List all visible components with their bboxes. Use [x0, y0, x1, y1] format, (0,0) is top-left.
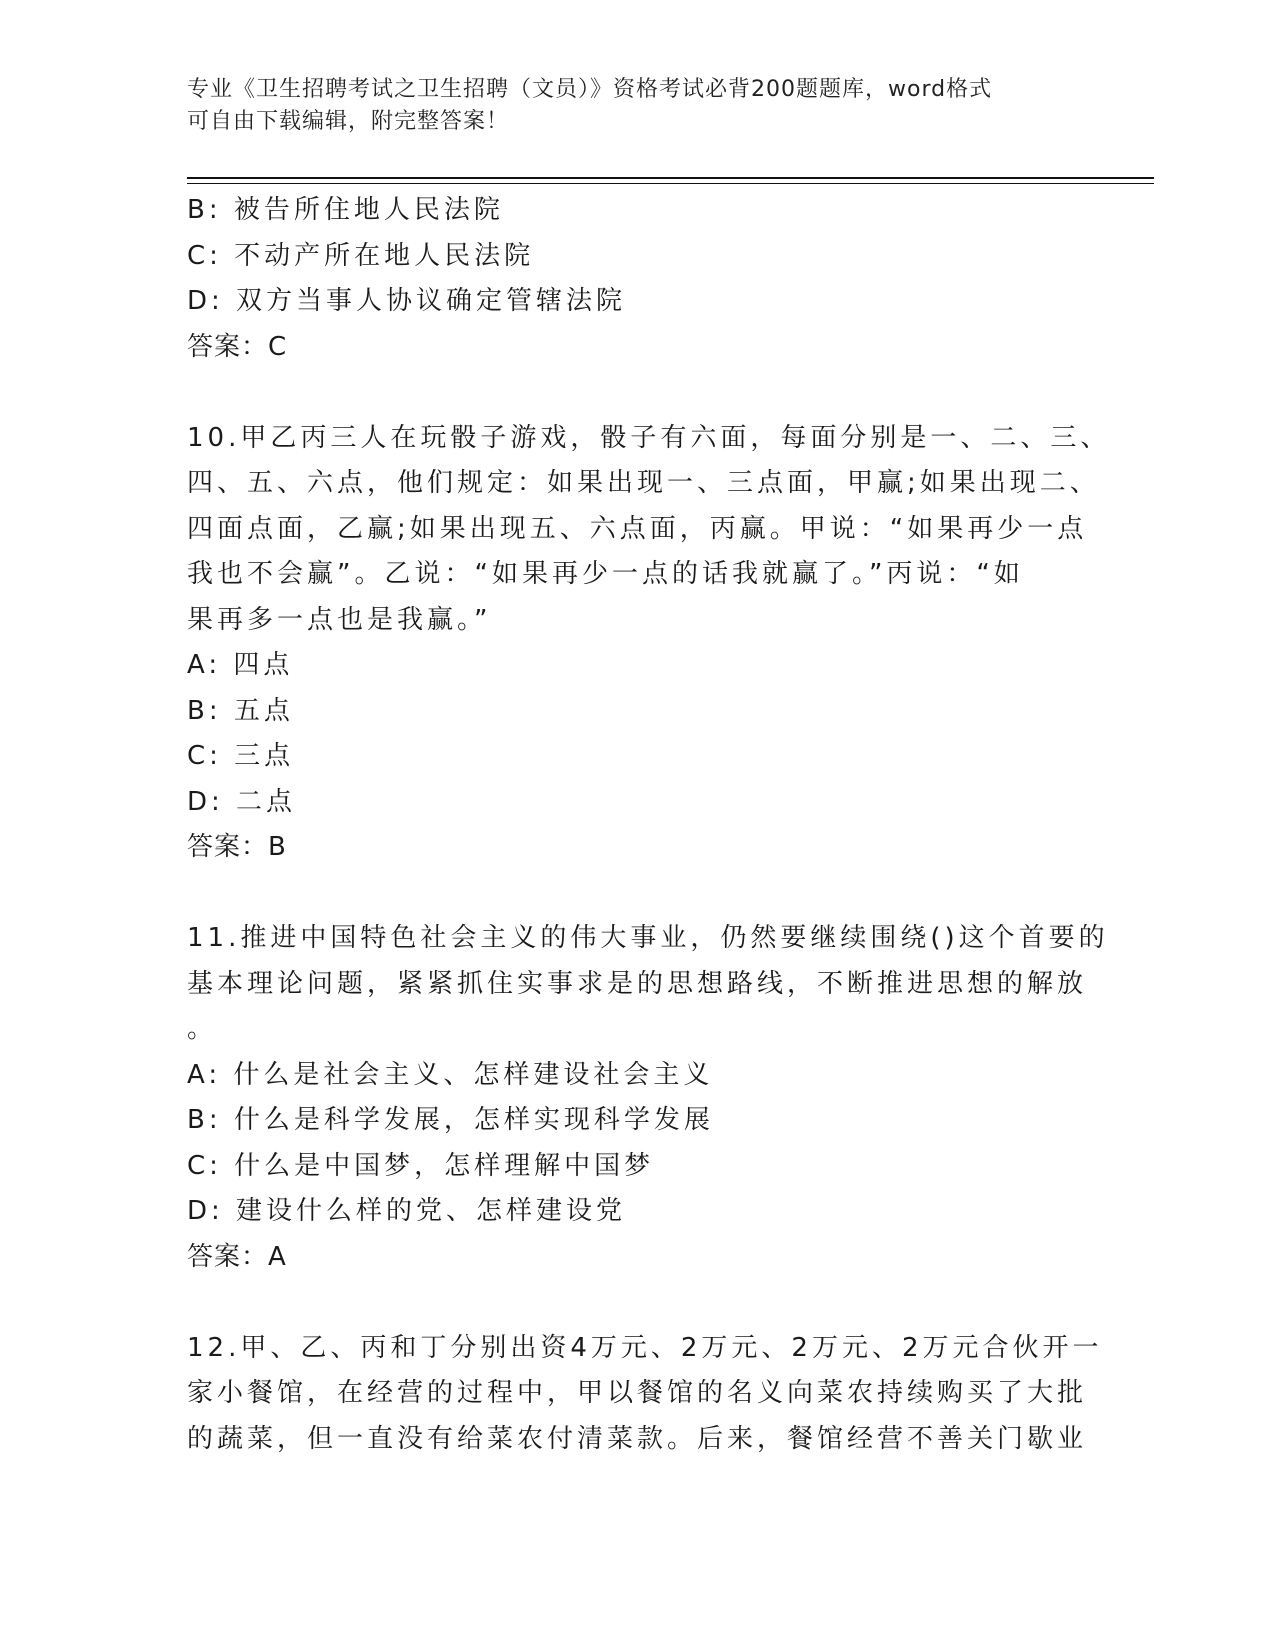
- q10-stem-line: 10.甲乙丙三人在玩骰子游戏，骰子有六面，每面分别是一、二、三、: [187, 422, 1111, 453]
- q10-option-b: B: 五点: [187, 695, 294, 726]
- q11-answer: 答案：A: [187, 1241, 287, 1272]
- q11-stem-line: 11.推进中国特色社会主义的伟大事业，仍然要继续围绕()这个首要的: [187, 923, 1109, 953]
- q10-option-d: D: 二点: [187, 786, 297, 817]
- spacer: [187, 871, 1087, 917]
- q11-stem-line: 基本理论问题，紧紧抓住实事求是的思想路线，不断推进思想的解放: [187, 968, 1088, 999]
- q10-stem-line: 我也不会赢”。乙说：“如果再少一点的话我就赢了。”丙说：“如: [187, 559, 1024, 589]
- question-11: [187, 916, 1109, 1280]
- q10-stem-line: 果再多一点也是我赢。”: [187, 604, 492, 635]
- question-12: [187, 1326, 1103, 1463]
- q12-stem-line: 的蔬菜，但一直没有给菜农付清菜款。后来，餐馆经营不善关门歇业: [187, 1423, 1088, 1454]
- page-header: [187, 74, 1087, 138]
- q11-stem-line: 。: [187, 1014, 218, 1044]
- spacer: [187, 370, 1087, 416]
- q9-option-b: B: 被告所住地人民法院: [187, 195, 504, 225]
- q10-option-a: A: 四点: [187, 650, 294, 680]
- q9-option-c: C: 不动产所在地人民法院: [187, 240, 535, 271]
- q12-stem-line: 家小餐馆，在经营的过程中，甲以餐馆的名义向菜农持续购买了大批: [187, 1378, 1088, 1408]
- q11-option-a: A: 什么是社会主义、怎样建设社会主义: [187, 1059, 714, 1090]
- q11-option-b: B: 什么是科学发展，怎样实现科学发展: [187, 1105, 714, 1135]
- question-9: [187, 188, 1087, 370]
- document-body: [187, 188, 1111, 1462]
- q11-option-d: D: 建设什么样的党、怎样建设党: [187, 1196, 627, 1226]
- header-rule-thick: [187, 177, 1154, 179]
- spacer: [187, 1280, 1087, 1326]
- q9-answer: 答案：C: [187, 331, 288, 362]
- q10-stem-line: 四面点面，乙赢;如果出现五、六点面，丙赢。甲说：“如果再少一点: [187, 513, 1088, 544]
- q10-option-c: C: 三点: [187, 741, 295, 771]
- q12-stem-line: 12.甲、乙、丙和丁分别出资4万元、2万元、2万元、2万元合伙开一: [187, 1332, 1103, 1363]
- q9-option-d: D: 双方当事人协议确定管辖法院: [187, 286, 627, 316]
- header-rule-thin: [187, 183, 1154, 184]
- q10-answer: 答案：B: [187, 832, 287, 862]
- question-10: [187, 416, 1111, 871]
- header-line-2: 可自由下载编辑，附完整答案！: [187, 109, 510, 134]
- q11-option-c: C: 什么是中国梦，怎样理解中国梦: [187, 1150, 655, 1181]
- header-line-1: 专业《卫生招聘考试之卫生招聘（文员）》资格考试必背200题题库，word格式: [187, 77, 993, 102]
- q10-stem-line: 四、五、六点，他们规定：如果出现一、三点面，甲赢;如果出现二、: [187, 468, 1100, 498]
